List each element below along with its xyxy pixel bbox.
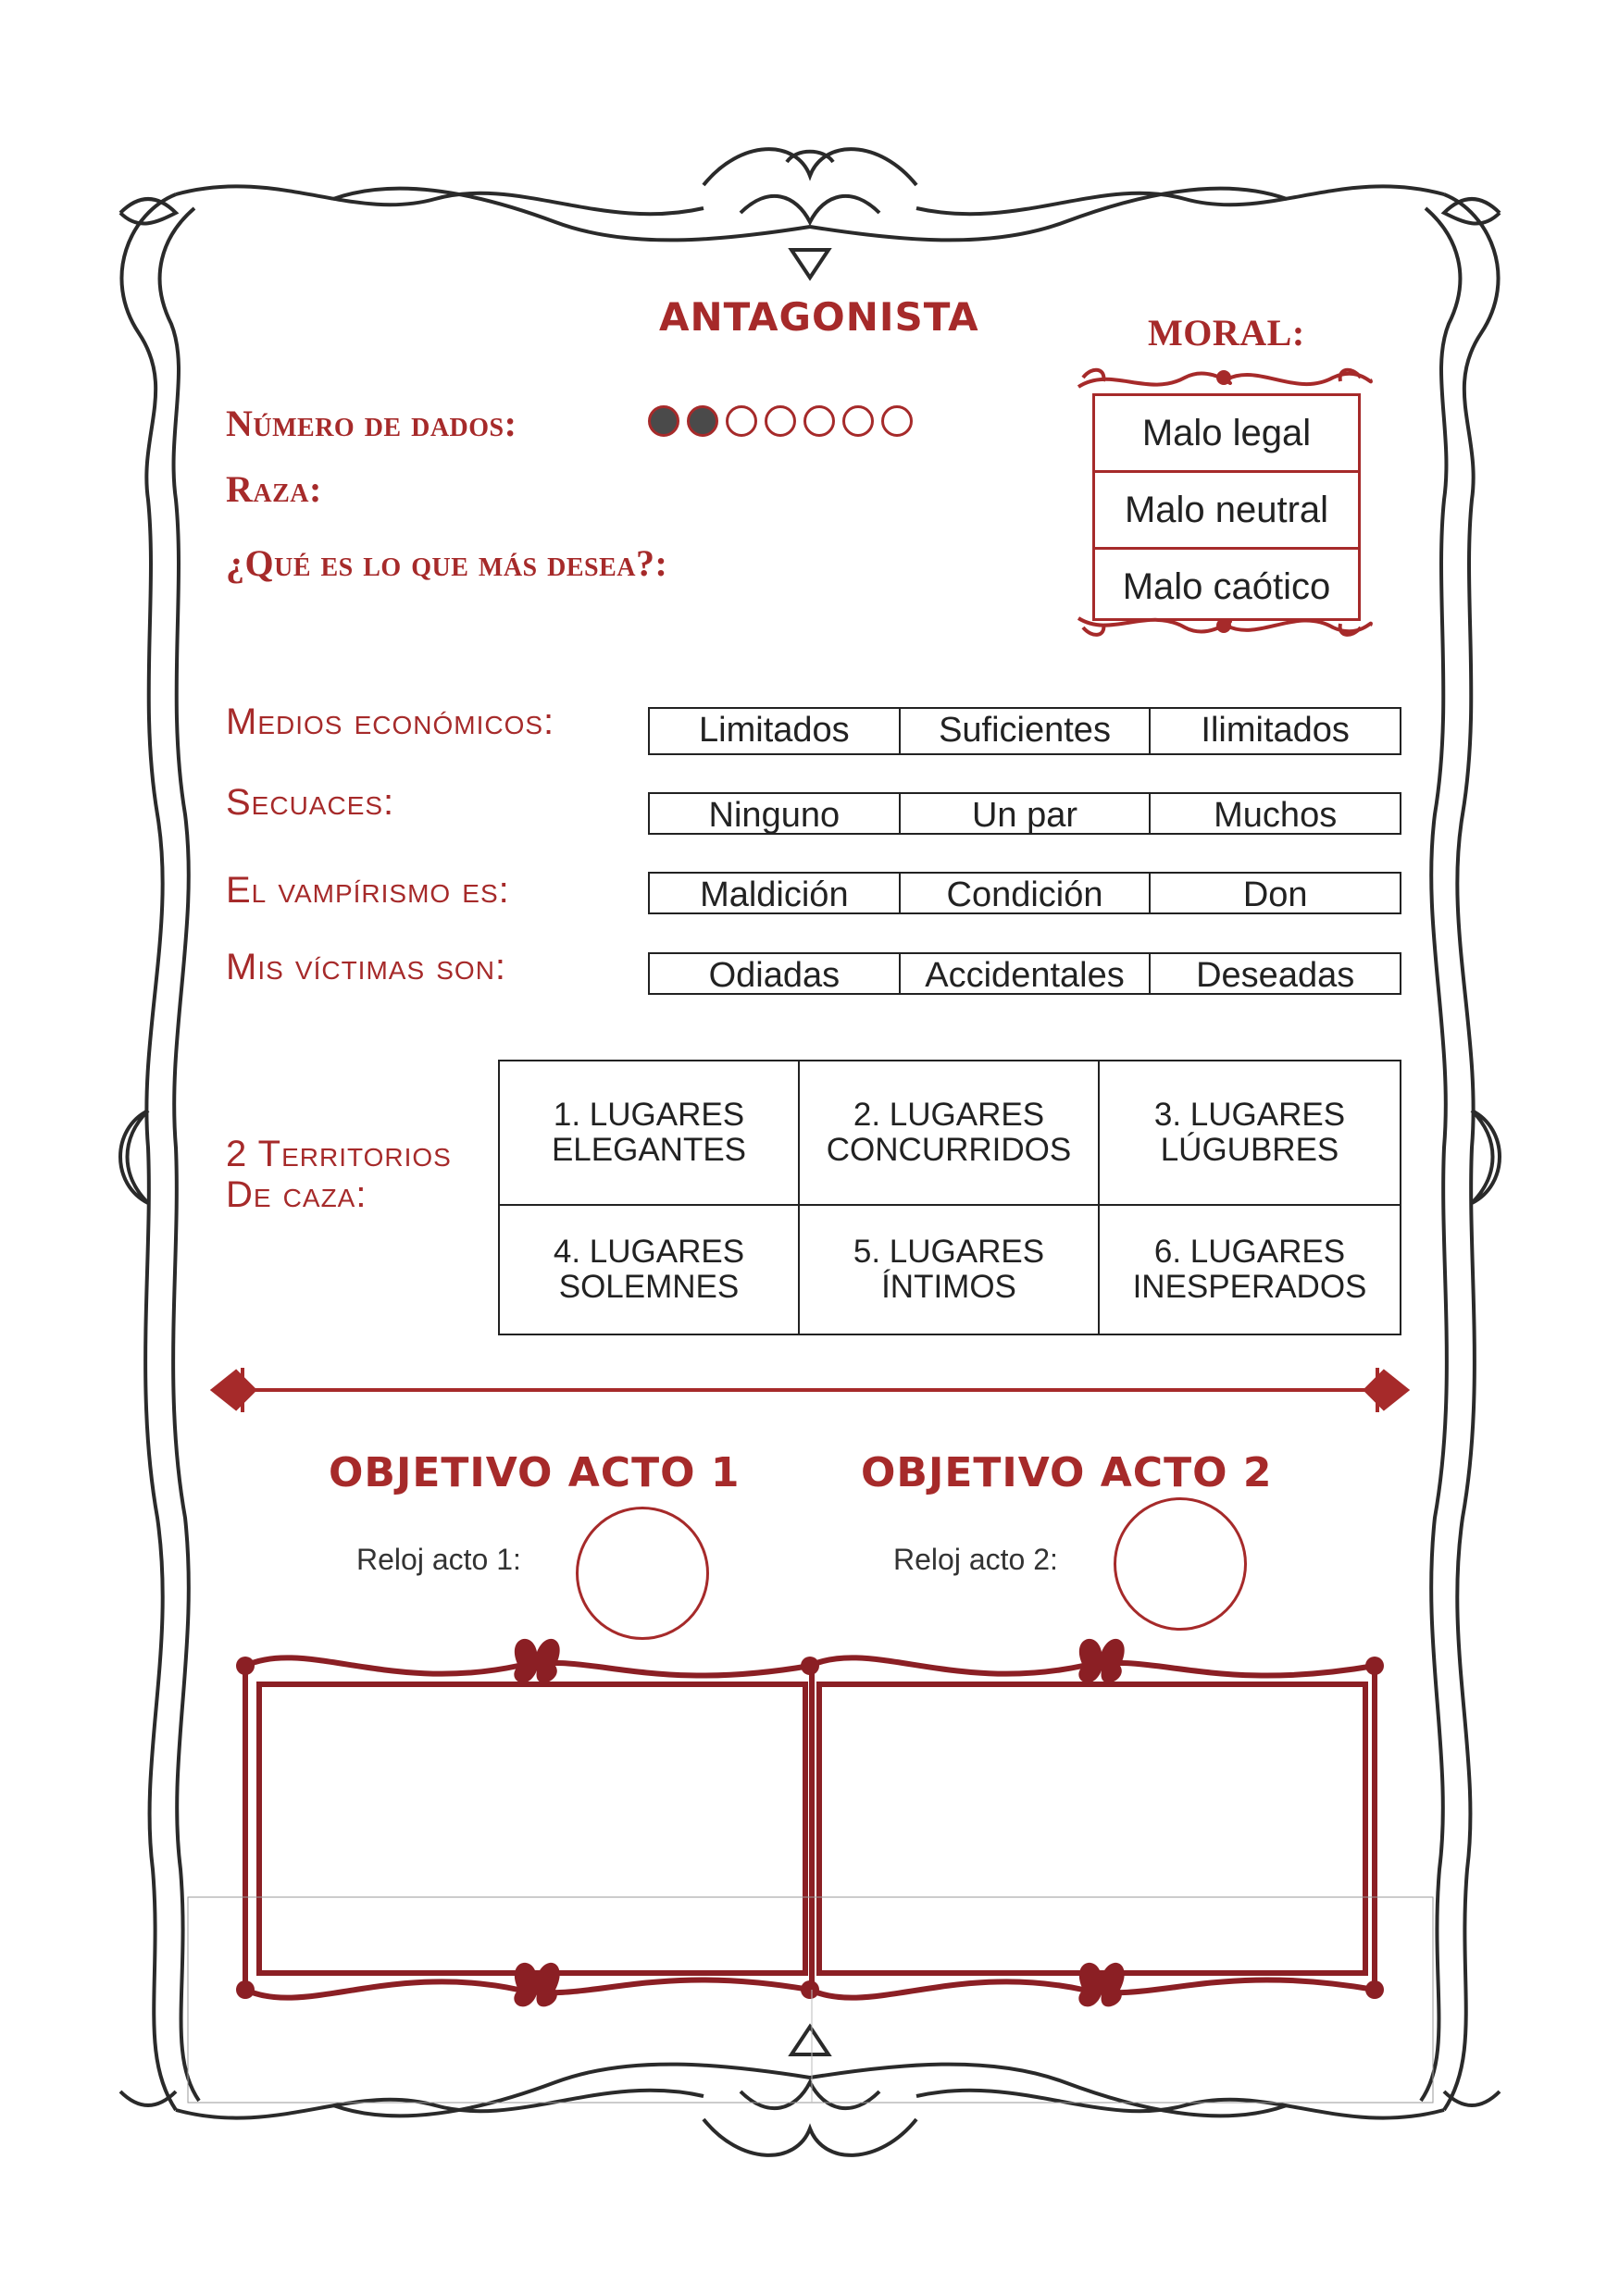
trait-label-victims: Mis víctimas son:	[226, 947, 507, 987]
option-a-couple[interactable]: Un par	[901, 794, 1152, 833]
option-sufficient[interactable]: Suficientes	[901, 709, 1152, 753]
trait-label-henchmen: Secuaces:	[226, 782, 395, 823]
territory-cell-2[interactable]: 2. LUGARES CONCURRIDOS	[800, 1061, 1100, 1206]
territory-cell-5[interactable]: 5. LUGARES ÍNTIMOS	[800, 1206, 1100, 1334]
clock-act1-label: Reloj acto 1:	[356, 1543, 521, 1576]
territory-cell-1[interactable]: 1. LUGARES ELEGANTES	[500, 1061, 800, 1206]
option-unlimited[interactable]: Ilimitados	[1201, 711, 1350, 750]
moral-option-chaotic-evil[interactable]: Malo caótico	[1122, 566, 1331, 607]
option-desired[interactable]: Deseadas	[1196, 956, 1355, 995]
territories-label-line1: 2 Territorios	[226, 1134, 452, 1174]
clock-act2-label: Reloj acto 2:	[893, 1543, 1058, 1576]
dice-dot[interactable]	[803, 405, 835, 437]
moral-label: MORAL:	[1148, 312, 1305, 354]
clock-act1-circle[interactable]	[576, 1507, 709, 1640]
option-accidental[interactable]: Accidentales	[901, 954, 1152, 993]
dice-dot[interactable]	[726, 405, 757, 437]
option-curse[interactable]: Maldición	[650, 874, 901, 912]
dice-count-label: Número de dados:	[226, 403, 517, 444]
trait-options-vampirism	[648, 872, 1401, 914]
moral-options-box	[1092, 393, 1361, 621]
territory-cell-6[interactable]: 6. LUGARES INESPERADOS	[1132, 1234, 1367, 1305]
option-limited[interactable]: Limitados	[650, 709, 901, 753]
race-label: Raza:	[226, 468, 322, 510]
dice-dot[interactable]	[687, 405, 718, 437]
trait-label-economic: Medios económicos:	[226, 701, 555, 742]
option-none[interactable]: Ninguno	[650, 794, 901, 833]
dice-tracker[interactable]	[648, 405, 920, 437]
territories-label	[226, 1134, 452, 1215]
trait-label-vampirism: El vampírismo es:	[226, 870, 510, 911]
option-condition[interactable]: Condición	[901, 874, 1152, 912]
option-many[interactable]: Muchos	[1214, 796, 1338, 835]
desire-label: ¿Qué es lo que más desea?:	[226, 542, 668, 584]
moral-option-neutral-evil[interactable]: Malo neutral	[1095, 473, 1358, 550]
dice-dot[interactable]	[881, 405, 913, 437]
trait-options-henchmen	[648, 792, 1401, 835]
territories-grid	[498, 1060, 1401, 1335]
page-title: ANTAGONISTA	[659, 294, 979, 340]
objective-act2-title: OBJETIVO ACTO 2	[861, 1449, 1273, 1496]
territory-cell-3[interactable]: 3. LUGARES LÚGUBRES	[1100, 1061, 1400, 1206]
trait-options-victims	[648, 952, 1401, 995]
dice-dot[interactable]	[842, 405, 874, 437]
moral-option-lawful-evil[interactable]: Malo legal	[1095, 396, 1358, 473]
option-gift[interactable]: Don	[1242, 875, 1308, 914]
dice-dot[interactable]	[648, 405, 679, 437]
dice-dot[interactable]	[765, 405, 796, 437]
territories-label-line2: De caza:	[226, 1174, 367, 1215]
option-hated[interactable]: Odiadas	[650, 954, 901, 993]
clock-act2-circle[interactable]	[1114, 1497, 1247, 1631]
trait-options-economic	[648, 707, 1401, 755]
territory-cell-4[interactable]: 4. LUGARES SOLEMNES	[500, 1206, 800, 1334]
objective-act1-title: OBJETIVO ACTO 1	[329, 1449, 741, 1496]
